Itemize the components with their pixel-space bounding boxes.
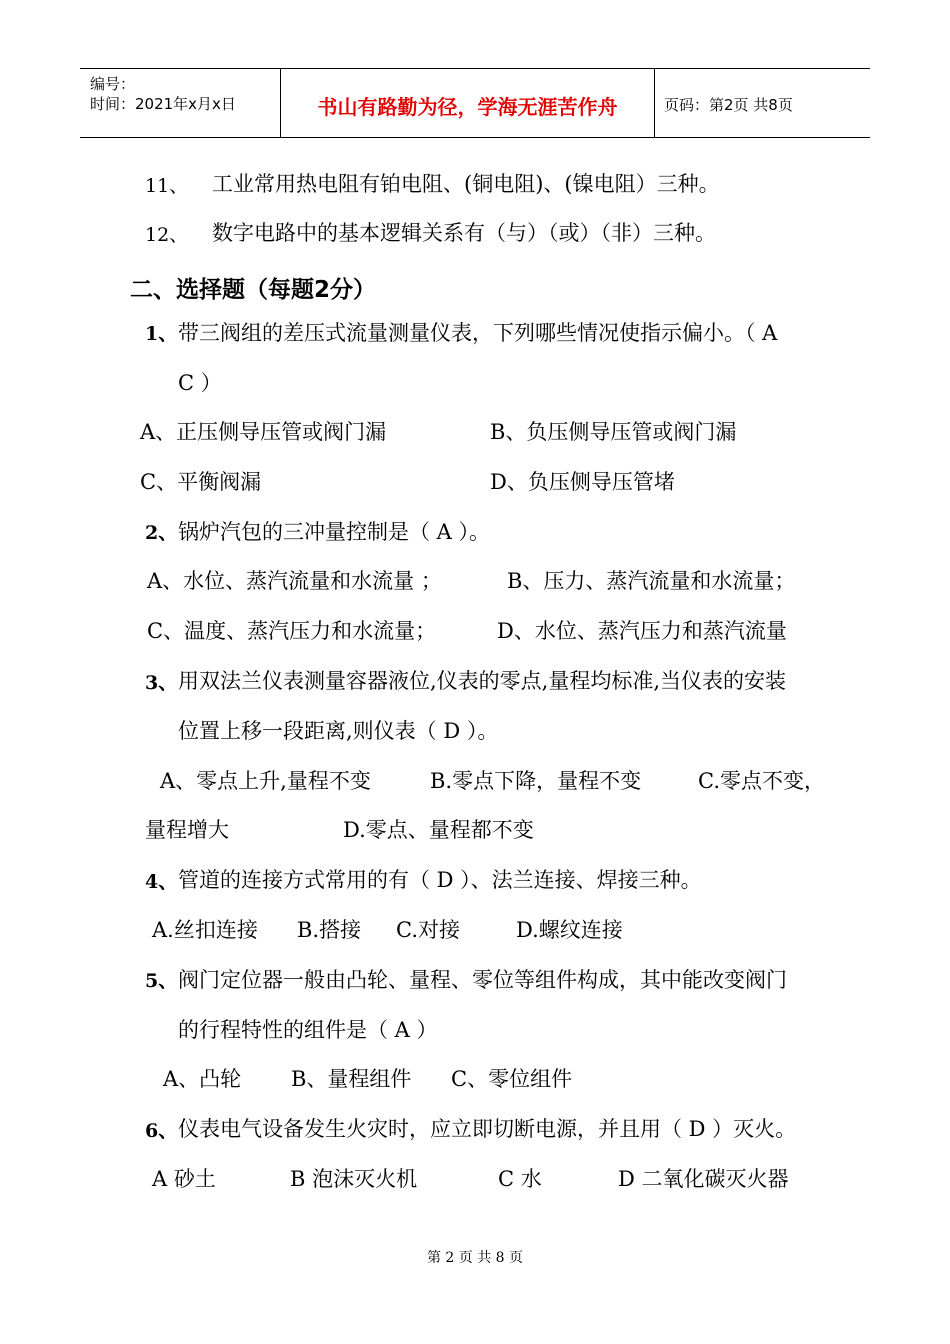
header-divider (654, 69, 655, 137)
question-text: 仪表电气设备发生火灾时，应立即切断电源，并且用（ D ）灭火。 (178, 1117, 797, 1141)
question-text: 的行程特性的组件是（ A ） (178, 1018, 438, 1042)
item-number: 12、 (145, 224, 189, 246)
question-number: 6、 (145, 1120, 178, 1142)
option: B、压力、蒸汽流量和水流量； (507, 569, 796, 593)
item-text: 工业常用热电阻有铂电阻、(铜电阻)、(镍电阻）三种。 (212, 172, 720, 196)
option: C、零位组件 (451, 1067, 573, 1091)
date-label: 时间：2021年x月x日 (90, 95, 236, 113)
header-info-cell (80, 69, 280, 137)
option: D.零点、量程都不变 (343, 818, 534, 842)
question-text: 锅炉汽包的三冲量控制是（ A ）。 (178, 520, 491, 544)
question-number: 3、 (145, 672, 178, 694)
option: C.零点不变， (698, 769, 825, 793)
option: B、负压侧导压管或阀门漏 (490, 420, 737, 444)
option: A、凸轮 (163, 1067, 242, 1091)
option: B.零点下降，量程不变 (430, 769, 642, 793)
option: C、平衡阀漏 (140, 470, 262, 494)
option: A.丝扣连接 (152, 918, 258, 942)
question-number: 5、 (145, 970, 178, 992)
option: A 砂土 (152, 1167, 216, 1191)
question-text: 位置上移一段距离,则仪表（ D ）。 (178, 719, 499, 743)
section-title: 二、选择题（每题2分） (130, 277, 377, 303)
page-header (80, 68, 870, 138)
question-number: 4、 (145, 871, 178, 893)
question-text: 用双法兰仪表测量容器液位,仪表的零点,量程均标准,当仪表的安装 (178, 669, 787, 693)
option: D、水位、蒸汽压力和蒸汽流量 (497, 619, 787, 643)
option: A、水位、蒸汽流量和水流量 ； (147, 569, 442, 593)
option: 量程增大 (145, 818, 229, 842)
option: A、零点上升,量程不变 (160, 769, 371, 793)
header-motto: 书山有路勤为径，学海无涯苦作舟 (317, 95, 618, 119)
item-text: 数字电路中的基本逻辑关系有（与）（或）（非）三种。 (212, 221, 716, 245)
option: A、正压侧导压管或阀门漏 (140, 420, 387, 444)
option: C.对接 (396, 918, 460, 942)
option: B 泡沫灭火机 (290, 1167, 418, 1191)
question-text: 管道的连接方式常用的有（ D ）、法兰连接、焊接三种。 (178, 868, 702, 892)
option: D.螺纹连接 (516, 918, 623, 942)
option: B.搭接 (297, 918, 362, 942)
question-text: 带三阀组的差压式流量测量仪表，下列哪些情况使指示偏小。（ A (178, 321, 778, 345)
option: D、负压侧导压管堵 (490, 470, 675, 494)
question-text: 阀门定位器一般由凸轮、量程、零位等组件构成，其中能改变阀门 (178, 968, 787, 992)
code-label: 编号： (90, 75, 136, 93)
page-footer: 第 2 页 共 8 页 (426, 1250, 524, 1266)
item-number: 11、 (145, 175, 189, 197)
option: D 二氧化碳灭火器 (618, 1167, 789, 1191)
option: C 水 (498, 1167, 542, 1191)
option: B、量程组件 (291, 1067, 412, 1091)
header-page-info: 页码：第2页 共8页 (664, 96, 793, 114)
option: C、温度、蒸汽压力和水流量； (147, 619, 437, 643)
question-number: 1、 (145, 323, 178, 345)
question-text: C ） (178, 371, 222, 395)
question-number: 2、 (145, 522, 178, 544)
